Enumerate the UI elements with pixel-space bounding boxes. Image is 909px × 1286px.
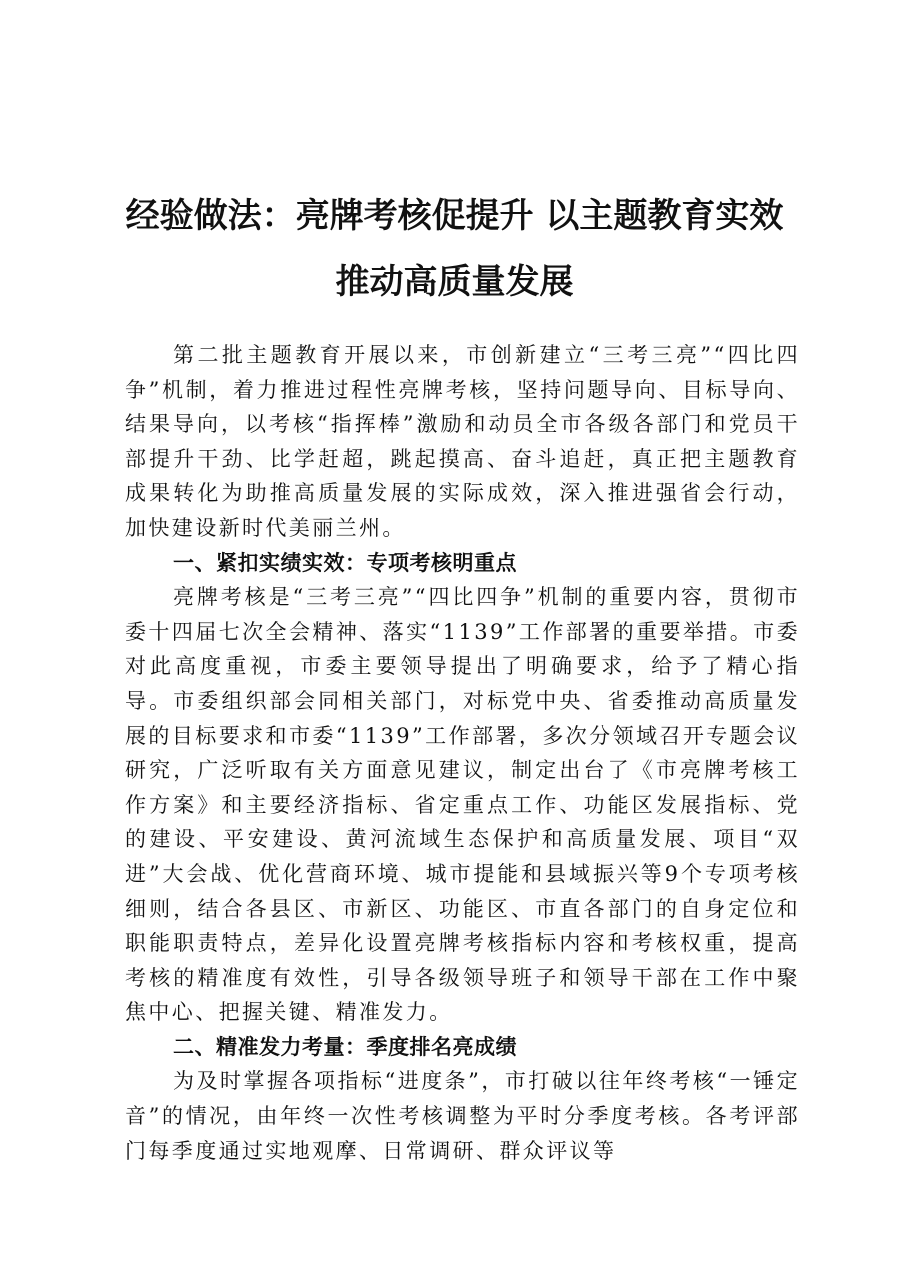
document-title-line-2: 推动高质量发展	[335, 262, 574, 302]
intro-paragraph: 第二批主题教育开展以来，市创新建立“三考三亮”“四比四争”机制，着力推进过程性亮牌考核，坚持问题导向、目标导向、结果导向，以考核“指挥棒”激励和动员全市各级各部门和党员干部提升干劲、比学赶超，跳起摸高、奋斗追赶，真正把主题教育成果转化为助推高质量发展的实际成效，深入推进强省会行动，加快建设新时代美丽兰州。	[125, 343, 800, 540]
section-1-paragraph: 亮牌考核是“三考三亮”“四比四争”机制的重要内容，贯彻市委十四届七次全会精神、落实“1139”工作部署的重要举措。市委对此高度重视，市委主要领导提出了明确要求，给予了精心指导。市委组织部会同相关部门，对标党中央、省委推动高质量发展的目标要求和市委“1139”工作部署，多次分领域召开专题会议研究，广泛听取有关方面意见建议，制定出台了《市亮牌考核工作方案》和主要经济指标、省定重点工作、功能区发展指标、党的建设、平安建设、黄河流域生态保护和高质量发展、项目“双进”大会战、优化营商环境、城市提能和县域振兴等9个专项考核细则，结合各县区、市新区、功能区、市直各部门的自身定位和职能职责特点，差异化设置亮牌考核指标内容和考核权重，提高考核的精准度有效性，引导各级领导班子和领导干部在工作中聚焦中心、把握关键、精准发力。	[125, 585, 800, 1025]
section-heading-2: 二、精准发力考量：季度排名亮成绩	[173, 1034, 517, 1059]
document-title-line-1: 经验做法：亮牌考核促提升 以主题教育实效	[125, 196, 784, 236]
section-2-paragraph: 为及时掌握各项指标“进度条”，市打破以往年终考核“一锤定音”的情况，由年终一次性考核调整为平时分季度考核。各考评部门每季度通过实地观摩、日常调研、群众评议等	[125, 1069, 800, 1163]
document-body	[125, 338, 800, 1168]
section-heading-1: 一、紧扣实绩实效：专项考核明重点	[173, 550, 517, 575]
